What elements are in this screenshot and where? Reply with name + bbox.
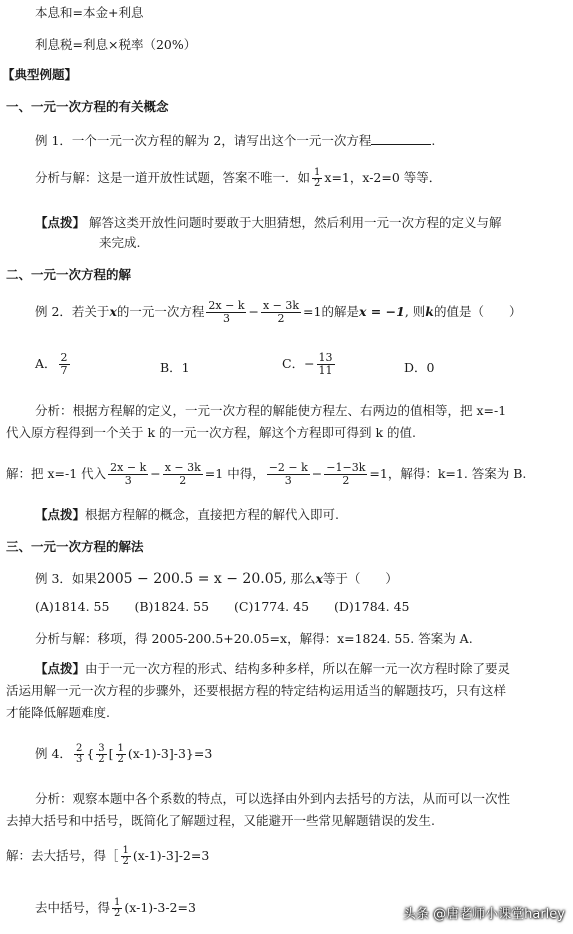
numerator: −2 − k [268, 461, 308, 474]
operator: − [311, 466, 323, 481]
denominator: 2 [314, 178, 321, 189]
variable: x [315, 571, 323, 586]
denominator: 2 [117, 754, 124, 765]
fraction [312, 168, 322, 189]
example-2 [35, 300, 521, 325]
example-text: 例 3．如果 [35, 571, 97, 586]
denominator: 2 [114, 908, 121, 919]
denominator: 11 [318, 364, 333, 377]
denominator: 2 [122, 856, 129, 867]
fraction [121, 846, 131, 867]
example-label: 例 4． [35, 746, 72, 761]
variable: k [425, 304, 434, 319]
fraction [96, 744, 106, 765]
analysis-text: 去掉大括号和中括号，既简化了解题过程，又能避开一些常见解题错误的发生. [6, 813, 435, 828]
example-text: 等于（ ） [322, 571, 398, 586]
solution-text: 解：去大括号，得［ [6, 848, 119, 863]
denominator: 3 [284, 474, 292, 487]
option-c [282, 352, 337, 377]
option-label: A． [35, 356, 57, 371]
fraction [108, 462, 148, 487]
section-heading: 【典型例题】 [2, 67, 78, 82]
variable: x [109, 304, 117, 319]
tip-label: 【点拨】 [35, 507, 86, 522]
fraction [116, 744, 126, 765]
example-1 [35, 132, 435, 150]
bracket: { [86, 746, 95, 761]
tip-text: 来完成. [99, 235, 141, 250]
numerator: 2x − k [110, 461, 147, 474]
solution-text: 解：把 x=-1 代入 [6, 466, 107, 481]
analysis-text: x=1，x-2=0 等等． [324, 170, 442, 185]
option-a [35, 352, 72, 377]
example-text: , 那么 [282, 571, 316, 586]
option-d: D．0 [404, 360, 435, 375]
fraction [317, 352, 335, 377]
fraction [324, 462, 367, 487]
fraction [163, 462, 203, 487]
denominator: 2 [98, 754, 105, 765]
example-text: 例 2．若关于 [35, 304, 110, 319]
denominator: 3 [124, 474, 132, 487]
numerator: x − 3k [262, 299, 300, 312]
example-4 [35, 744, 212, 765]
text-line: 本息和=本金+利息 [35, 5, 144, 20]
tip-text: 由于一元一次方程的形式、结构多种多样，所以在解一元一次方程时除了要灵 [85, 661, 511, 676]
solution-4 [6, 846, 209, 867]
tip-1 [35, 214, 502, 232]
tip-label: 【点拨】 [35, 661, 86, 676]
operator: − [150, 466, 161, 481]
numerator: 2 [75, 743, 83, 754]
tip-text: 才能降低解题难度. [6, 705, 110, 720]
solution-4-step [35, 898, 196, 919]
section-heading: 三、一元一次方程的解法 [6, 539, 144, 554]
denominator: 2 [342, 474, 350, 487]
numerator: 2 [60, 351, 68, 364]
denominator: 7 [60, 364, 68, 377]
example-text: 例 1．一个一元一次方程的解为 2，请写出这个一元一次方程 [35, 133, 372, 148]
options-row: (A)1814. 55 (B)1824. 55 (C)1774. 45 (D)1784. 45 [35, 599, 410, 614]
fraction [261, 300, 301, 325]
analysis-text: 分析与解：移项，得 2005-200.5+20.05=x，解得：x=1824. 55. 答案为 A. [35, 631, 473, 646]
fraction [74, 744, 84, 765]
numerator: 1 [114, 897, 121, 908]
example-3 [35, 570, 398, 588]
example-text: . [431, 133, 436, 148]
solution-expr: x = −1 [359, 304, 405, 319]
fraction [59, 352, 70, 377]
bracket: [ [108, 746, 114, 761]
option-label: C．− [282, 356, 315, 371]
denominator: 3 [222, 312, 230, 325]
analysis-text: 分析：根据方程解的定义，一元一次方程的解能使方程左、右两边的值相等，把 x=-1 [35, 403, 507, 418]
answer-blank [371, 132, 431, 145]
operator: =1 [303, 304, 322, 319]
example-text: 的解是 [321, 304, 359, 319]
solution-2 [6, 462, 526, 487]
fraction [267, 462, 310, 487]
numerator: −1−3k [326, 461, 366, 474]
analysis-1 [35, 168, 441, 189]
watermark: 头条 @唐老师小课堂harley [403, 907, 565, 922]
numerator: 2x − k [208, 299, 245, 312]
operator: − [248, 304, 259, 319]
numerator: 1 [314, 167, 321, 178]
solution-text: =1，解得：k=1. 答案为 B. [369, 466, 527, 481]
example-text: , 则 [404, 304, 426, 319]
numerator: 13 [318, 351, 333, 364]
example-text: 的值是（ ） [433, 304, 522, 319]
denominator: 2 [277, 312, 285, 325]
tip-label: 【点拨】 [35, 215, 86, 230]
numerator: x − 3k [164, 461, 201, 474]
analysis-text: 分析与解：这是一道开放性试题，答案不唯一．如 [35, 170, 311, 185]
denominator: 2 [179, 474, 187, 487]
numerator: 3 [98, 743, 105, 754]
tip-2 [35, 506, 339, 524]
equation: 2005 − 200.5 = x − 20.05 [96, 571, 283, 587]
denominator: 3 [75, 754, 83, 765]
equation: (x-1)-3]-3}=3 [127, 746, 213, 761]
tip-3 [35, 660, 510, 678]
option-b: B．1 [160, 360, 190, 375]
fraction [112, 898, 122, 919]
text-line: 利息税=利息×税率（20%） [35, 37, 197, 52]
numerator: 1 [117, 743, 124, 754]
example-text: 的一元一次方程 [116, 304, 205, 319]
tip-text: 活运用解一元一次方程的步骤外，还要根据方程的特定结构运用适当的解题技巧，只有这样 [6, 683, 507, 698]
solution-text: (x-1)-3-2=3 [124, 900, 196, 915]
analysis-text: 代入原方程得到一个关于 k 的一元一次方程，解这个方程即可得到 k 的值. [6, 425, 417, 440]
tip-text: 解答这类开放性问题时要敢于大胆猜想，然后利用一元一次方程的定义与解 [89, 215, 502, 230]
solution-text: (x-1)-3]-2=3 [132, 848, 210, 863]
fraction [206, 300, 246, 325]
section-heading: 一、一元一次方程的有关概念 [6, 99, 169, 114]
numerator: 1 [122, 845, 129, 856]
section-heading: 二、一元一次方程的解 [6, 267, 132, 282]
solution-text: =1 中得， [204, 466, 265, 481]
analysis-text: 分析：观察本题中各个系数的特点，可以选择由外到内去括号的方法，从而可以一次性 [35, 791, 511, 806]
tip-text: 根据方程解的概念，直接把方程的解代入即可. [85, 507, 339, 522]
solution-text: 去中括号，得 [35, 900, 111, 915]
